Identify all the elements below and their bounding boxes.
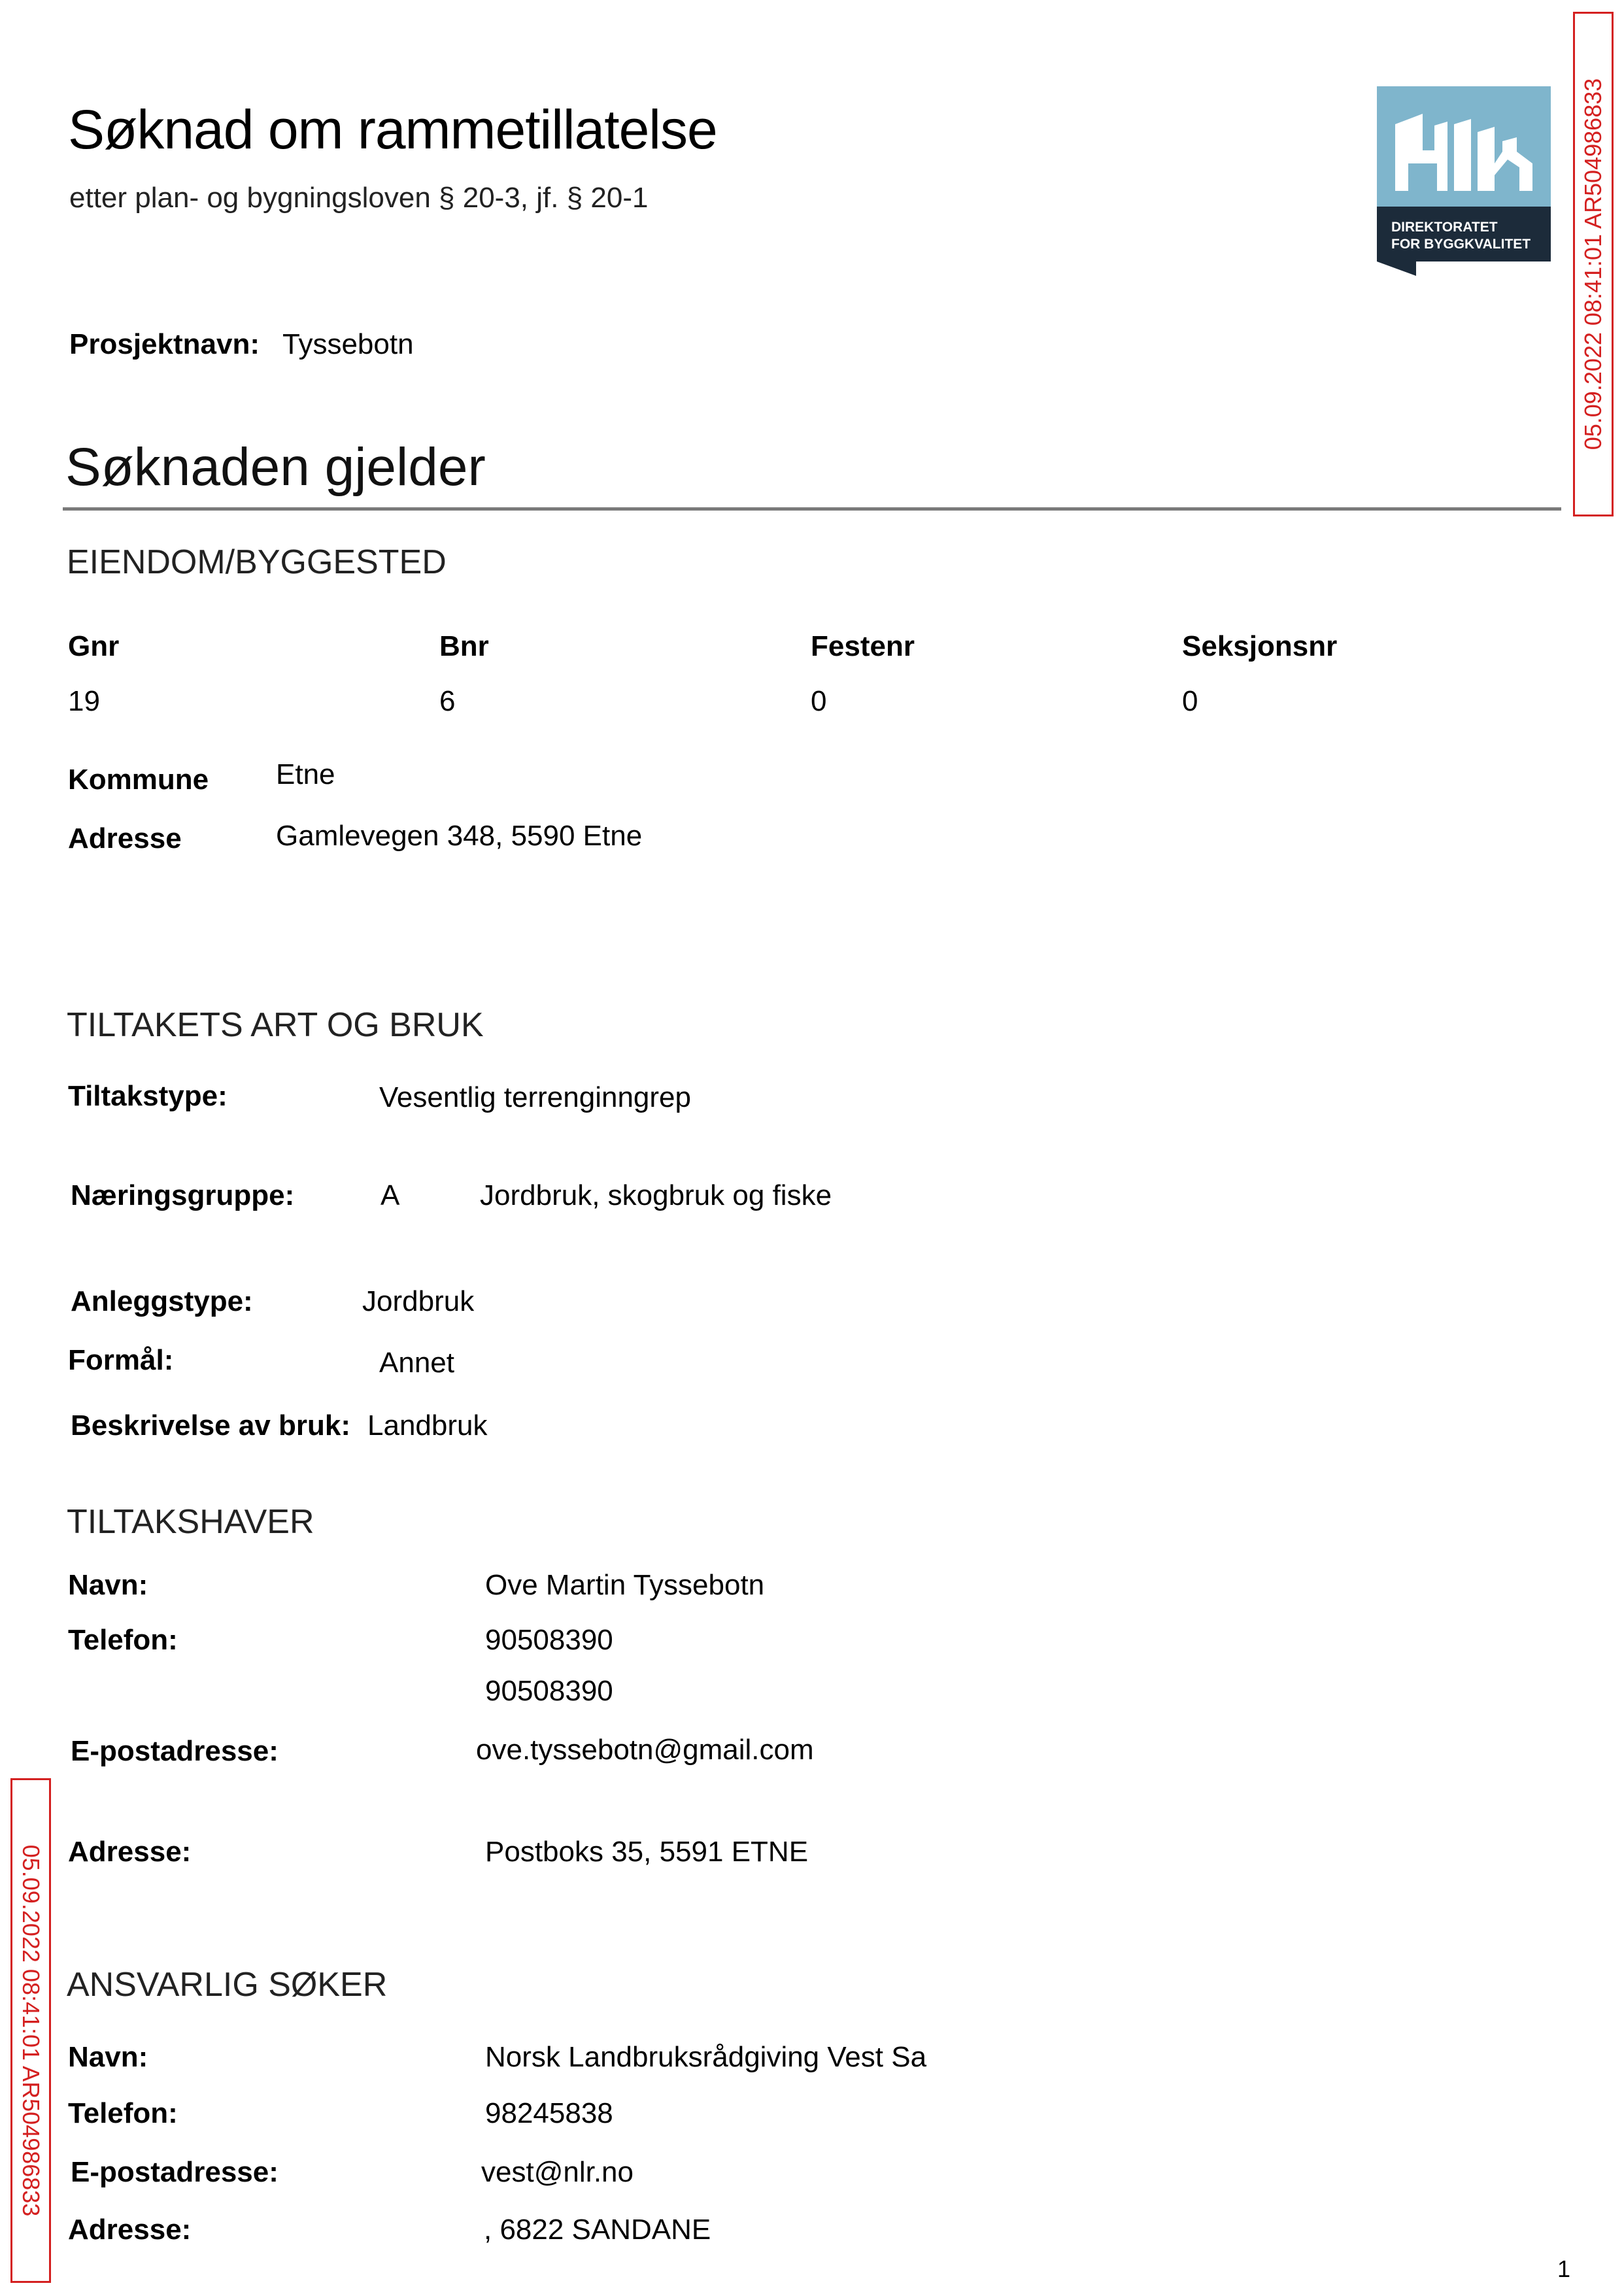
industry-code: A	[381, 1179, 400, 1211]
logo-text-line1: DIREKTORATET	[1391, 220, 1498, 235]
facility-value: Jordbruk	[362, 1285, 475, 1317]
applicant-phone-label: Telefon:	[68, 2097, 178, 2129]
owner-address-value: Postboks 35, 5591 ETNE	[485, 1836, 809, 1868]
project-name-label: Prosjektnavn:	[69, 328, 260, 360]
measure-type-value: Vesentlig terrenginngrep	[379, 1081, 691, 1113]
gnr-value: 19	[68, 685, 100, 717]
festenr-label: Festenr	[811, 630, 915, 662]
purpose-label: Formål:	[68, 1344, 174, 1376]
document-title: Søknad om rammetillatelse	[68, 99, 717, 160]
applicant-email-label: E-postadresse:	[71, 2156, 279, 2188]
municipality-value: Etne	[276, 758, 335, 790]
seksjonsnr-value: 0	[1182, 685, 1198, 717]
bnr-value: 6	[439, 685, 456, 717]
owner-heading: TILTAKSHAVER	[67, 1503, 314, 1541]
applicant-email-value: vest@nlr.no	[481, 2156, 634, 2188]
owner-name-label: Navn:	[68, 1569, 148, 1601]
section-title: Søknaden gjelder	[65, 437, 486, 497]
measure-type-label: Tiltakstype:	[68, 1080, 228, 1112]
applicant-address-label: Adresse:	[68, 2214, 192, 2246]
bnr-label: Bnr	[439, 630, 489, 662]
applicant-heading: ANSVARLIG SØKER	[67, 1966, 388, 2004]
owner-address-label: Adresse:	[68, 1836, 192, 1868]
project-name-value: Tyssebotn	[282, 328, 414, 360]
applicant-address-value: , 6822 SANDANE	[484, 2214, 711, 2246]
festenr-value: 0	[811, 685, 827, 717]
owner-email-value: ove.tyssebotn@gmail.com	[476, 1734, 814, 1766]
page-number: 1	[1557, 2255, 1570, 2282]
industry-name: Jordbruk, skogbruk og fiske	[480, 1179, 832, 1211]
applicant-phone-value: 98245838	[485, 2097, 613, 2129]
facility-label: Anleggstype:	[71, 1285, 253, 1317]
seksjonsnr-label: Seksjonsnr	[1182, 630, 1338, 662]
municipality-label: Kommune	[68, 764, 209, 796]
logo-text-line2: FOR BYGGKVALITET	[1391, 237, 1531, 252]
usage-label: Beskrivelse av bruk:	[71, 1409, 351, 1442]
usage-value: Landbruk	[367, 1409, 488, 1442]
address-label: Adresse	[68, 822, 182, 854]
archive-stamp-text: 05.09.2022 08:41:01 AR504986833	[18, 1844, 44, 2217]
gnr-label: Gnr	[68, 630, 120, 662]
address-value: Gamlevegen 348, 5590 Etne	[276, 820, 643, 852]
applicant-name-value: Norsk Landbruksrådgiving Vest Sa	[485, 2041, 927, 2073]
measure-heading: TILTAKETS ART OG BRUK	[67, 1006, 484, 1044]
purpose-value: Annet	[379, 1347, 454, 1379]
archive-stamp-top	[1573, 12, 1614, 516]
dibk-logo-graphic	[1377, 86, 1551, 276]
owner-email-label: E-postadresse:	[71, 1735, 279, 1767]
applicant-name-label: Navn:	[68, 2041, 148, 2073]
owner-name-value: Ove Martin Tyssebotn	[485, 1569, 765, 1601]
document-subtitle: etter plan- og bygningsloven § 20-3, jf. § 20-1	[69, 182, 649, 214]
owner-phone2-value: 90508390	[485, 1675, 613, 1707]
dibk-logo	[1377, 86, 1551, 276]
archive-stamp-text: 05.09.2022 08:41:01 AR504986833	[1580, 78, 1606, 450]
industry-label: Næringsgruppe:	[71, 1179, 295, 1211]
archive-stamp-left	[10, 1778, 51, 2283]
owner-phone-label: Telefon:	[68, 1624, 178, 1656]
owner-phone-value: 90508390	[485, 1624, 613, 1656]
property-heading: EIENDOM/BYGGESTED	[67, 543, 447, 581]
section-divider	[63, 507, 1561, 511]
